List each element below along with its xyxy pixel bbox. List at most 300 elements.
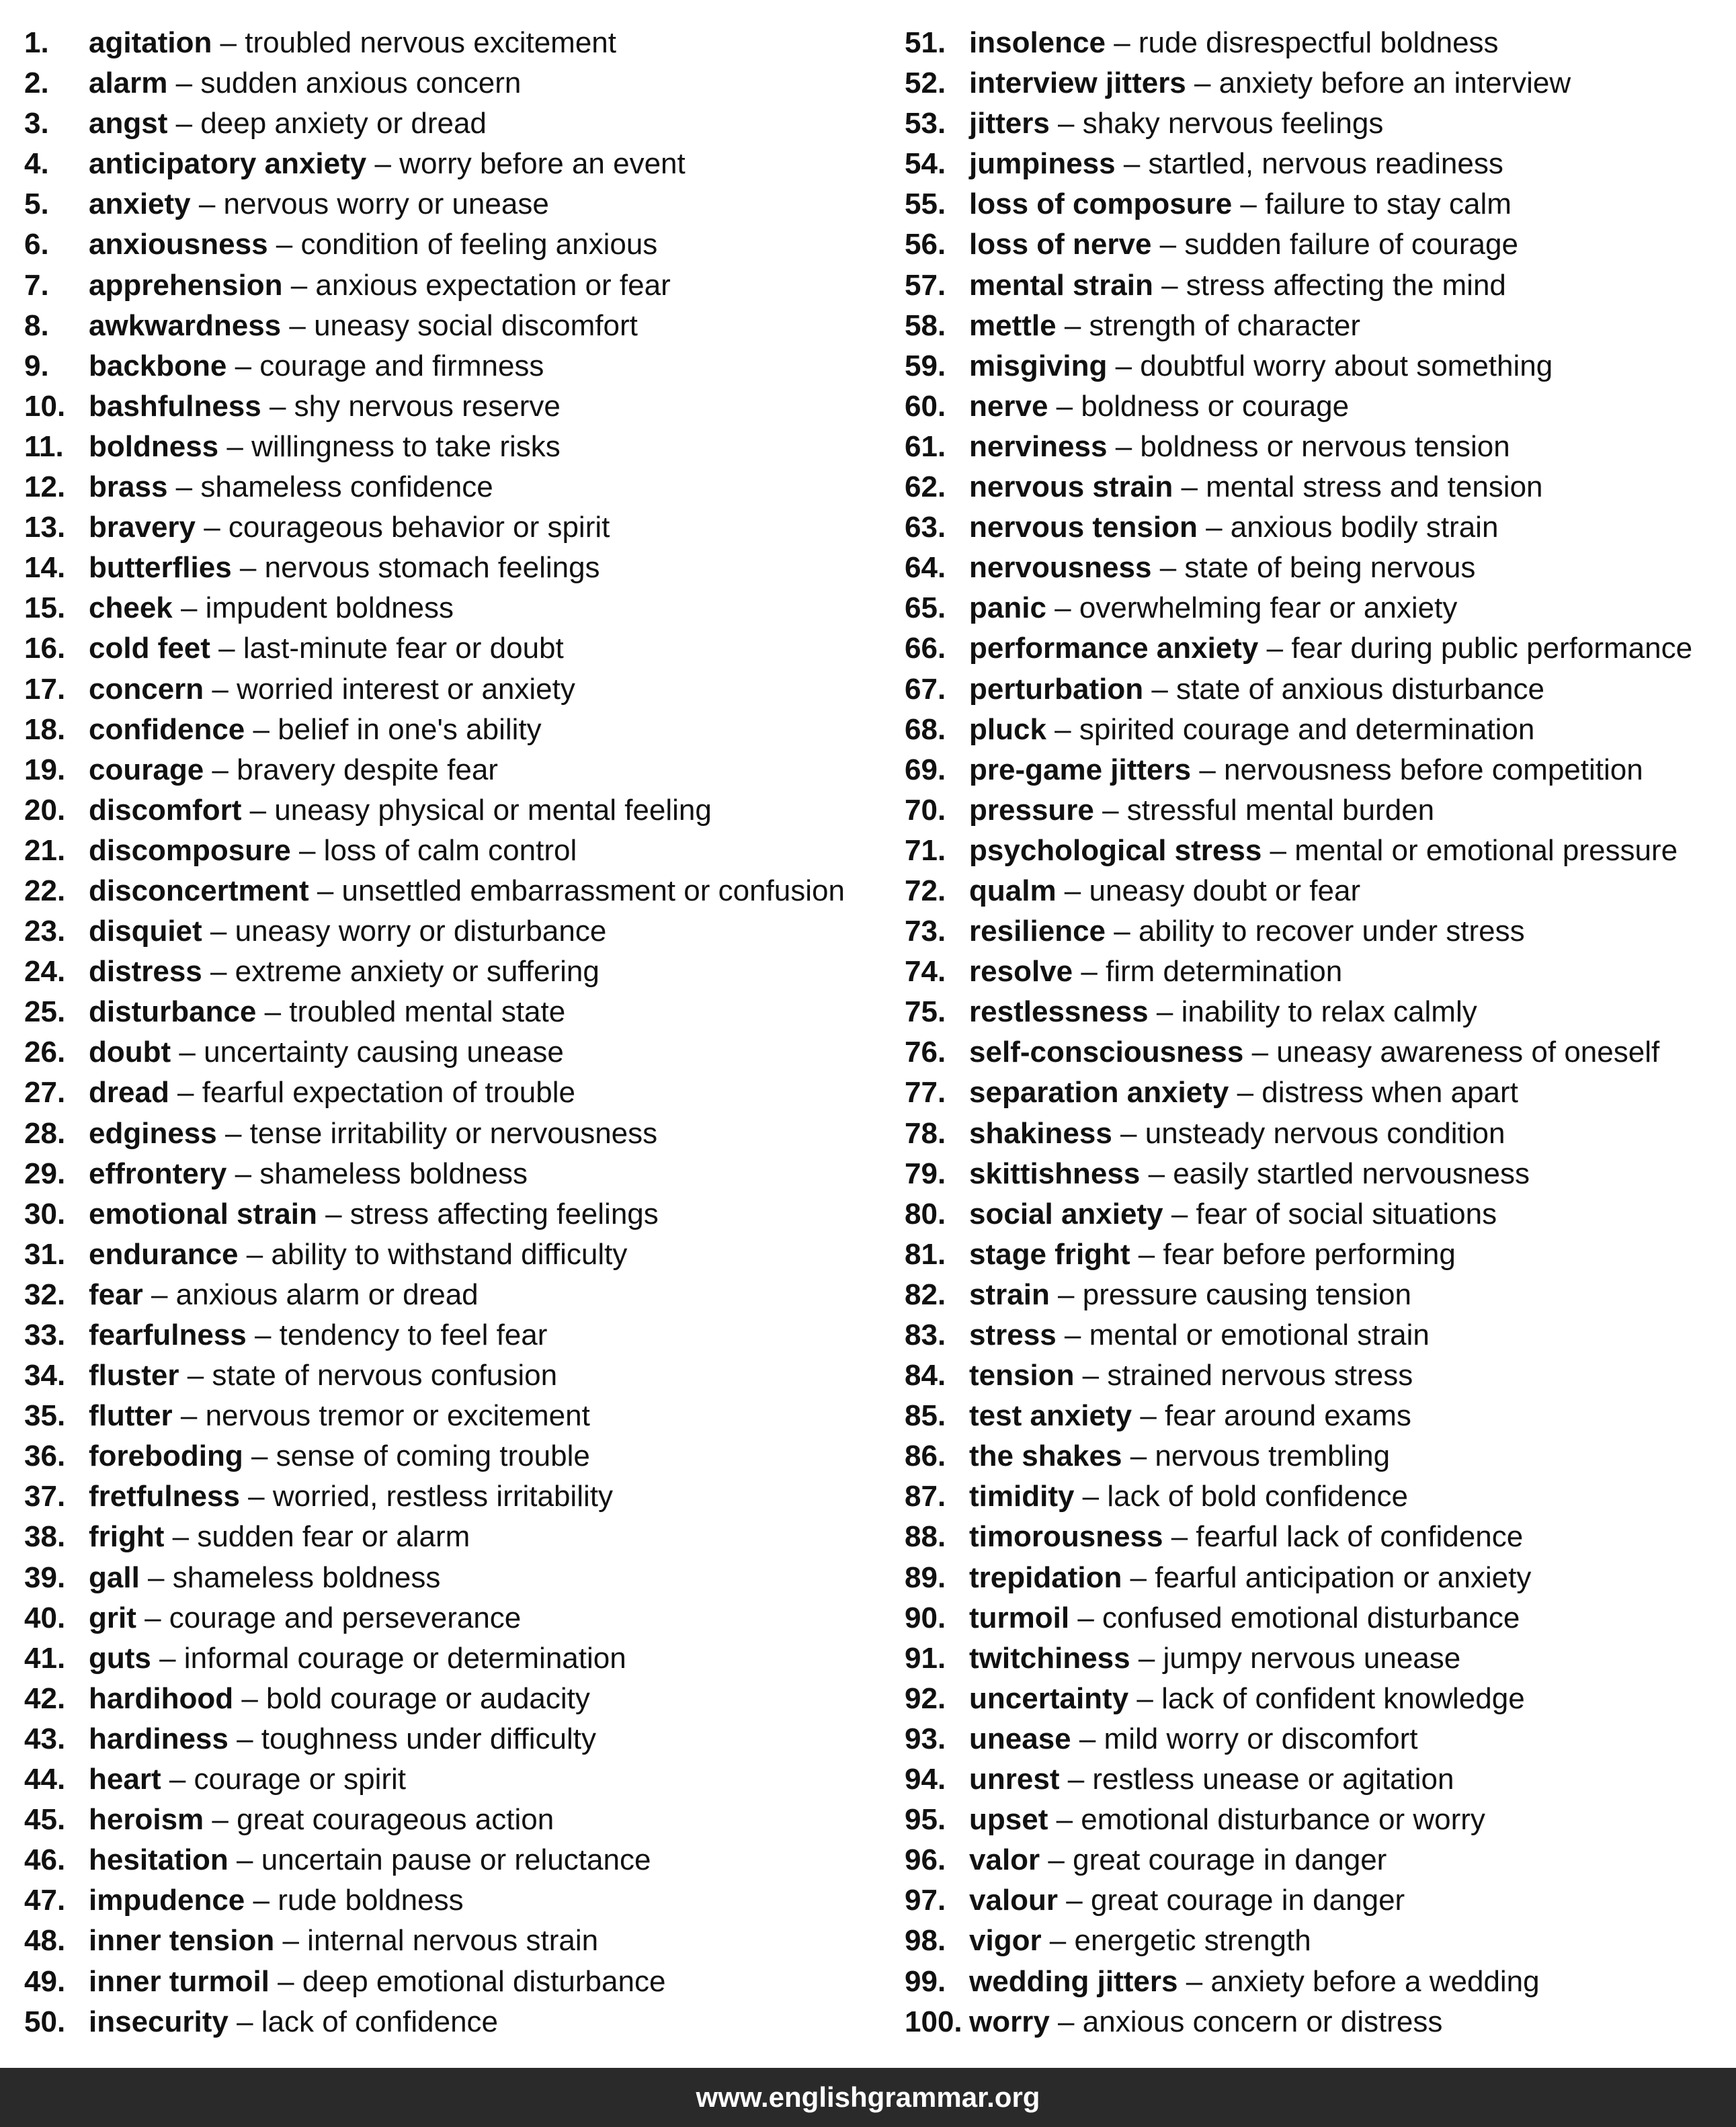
item-number: 61. <box>905 429 946 463</box>
list-item <box>905 1197 1692 1237</box>
item-definition: – shameless confidence <box>167 470 493 504</box>
item-number: 17. <box>24 672 66 706</box>
list-item <box>24 874 845 914</box>
item-number: 26. <box>24 1036 66 1069</box>
list-item <box>905 833 1692 874</box>
item-word: hardihood <box>89 1681 234 1715</box>
list-item <box>24 1843 845 1883</box>
item-definition: – mental stress and tension <box>1173 470 1543 504</box>
item-definition: – informal courage or determination <box>151 1641 626 1675</box>
item-number: 89. <box>905 1560 946 1594</box>
item-definition: – great courage in danger <box>1040 1843 1387 1877</box>
item-definition: – tendency to feel fear <box>246 1319 548 1351</box>
item-number: 99. <box>905 1964 946 1998</box>
item-definition: – uneasy social discomfort <box>281 308 638 342</box>
item-number: 69. <box>905 753 946 786</box>
item-word: cold feet <box>89 632 210 665</box>
item-number: 50. <box>24 2005 66 2038</box>
item-definition: – spirited courage and determination <box>1046 712 1535 746</box>
item-number: 59. <box>905 349 946 382</box>
item-definition: – startled, nervous readiness <box>1115 147 1503 181</box>
item-number: 40. <box>24 1601 66 1634</box>
item-word: worry <box>969 2005 1050 2038</box>
item-number: 36. <box>24 1440 66 1473</box>
item-definition: – fear of social situations <box>1163 1197 1497 1231</box>
item-word: stage fright <box>969 1237 1130 1271</box>
item-word: apprehension <box>89 268 283 302</box>
list-item <box>24 995 845 1035</box>
item-word: timidity <box>969 1480 1075 1513</box>
item-number: 46. <box>24 1843 66 1877</box>
list-item <box>905 954 1692 995</box>
item-definition: – condition of feeling anxious <box>267 228 658 261</box>
item-definition: – anxious alarm or dread <box>142 1278 479 1311</box>
item-definition: – troubled nervous excitement <box>212 26 616 59</box>
list-item <box>905 308 1692 349</box>
item-definition: – nervousness before competition <box>1191 753 1643 786</box>
item-number: 29. <box>24 1157 66 1190</box>
item-word: pre-game jitters <box>969 753 1192 786</box>
item-word: jumpiness <box>969 147 1116 181</box>
item-word: hardiness <box>89 1722 229 1755</box>
item-definition: – sudden fear or alarm <box>164 1520 470 1554</box>
item-word: fearfulness <box>89 1319 247 1351</box>
item-word: loss of composure <box>969 187 1233 221</box>
item-number: 66. <box>905 632 946 665</box>
item-word: unrest <box>969 1763 1060 1796</box>
word-list-left-column <box>24 26 845 2045</box>
item-word: fright <box>89 1520 165 1554</box>
item-number: 91. <box>905 1641 946 1675</box>
item-definition: – extreme anxiety or suffering <box>202 955 600 989</box>
item-number: 48. <box>24 1924 66 1958</box>
item-number: 74. <box>905 955 946 989</box>
item-number: 27. <box>24 1076 66 1110</box>
item-number: 43. <box>24 1722 66 1755</box>
list-item <box>24 753 845 793</box>
list-item <box>24 1157 845 1197</box>
item-word: dread <box>89 1076 169 1110</box>
item-word: valor <box>969 1843 1040 1877</box>
list-item <box>24 1560 845 1601</box>
item-definition: – shameless boldness <box>226 1157 528 1190</box>
list-item <box>24 591 845 631</box>
item-word: strain <box>969 1278 1050 1311</box>
list-item <box>905 1762 1692 1802</box>
item-definition: – last-minute fear or doubt <box>210 632 564 665</box>
list-item <box>905 26 1692 66</box>
item-word: insolence <box>969 26 1106 59</box>
item-word: emotional strain <box>89 1197 317 1231</box>
item-word: doubt <box>89 1036 171 1069</box>
list-item <box>905 1318 1692 1358</box>
item-word: alarm <box>89 67 168 100</box>
item-number: 16. <box>24 632 66 665</box>
item-word: brass <box>89 470 168 504</box>
item-definition: – fearful lack of confidence <box>1163 1520 1524 1554</box>
item-definition: – nervous tremor or excitement <box>172 1399 590 1433</box>
list-item <box>905 1399 1692 1439</box>
item-word: mental strain <box>969 268 1153 302</box>
list-item <box>905 147 1692 187</box>
item-definition: – rude boldness <box>245 1884 464 1917</box>
item-word: anticipatory anxiety <box>89 147 367 181</box>
item-definition: – strength of character <box>1056 308 1361 342</box>
item-definition: – courage and perseverance <box>136 1601 522 1634</box>
item-definition: – uneasy awareness of oneself <box>1243 1036 1660 1069</box>
list-item <box>905 591 1692 631</box>
item-word: pluck <box>969 712 1046 746</box>
item-number: 15. <box>24 591 66 625</box>
item-word: heroism <box>89 1803 204 1837</box>
item-definition: – fearful expectation of trouble <box>169 1076 575 1110</box>
item-word: distress <box>89 955 202 989</box>
item-word: endurance <box>89 1237 239 1271</box>
list-item <box>24 793 845 833</box>
list-item <box>905 753 1692 793</box>
item-definition: – failure to stay calm <box>1232 187 1512 221</box>
item-number: 68. <box>905 712 946 746</box>
item-word: guts <box>89 1641 151 1675</box>
item-definition: – deep anxiety or dread <box>167 107 487 140</box>
item-definition: – inability to relax calmly <box>1148 995 1477 1029</box>
list-item <box>24 1318 845 1358</box>
item-number: 81. <box>905 1237 946 1271</box>
item-definition: – anxiety before an interview <box>1186 67 1571 100</box>
list-item <box>905 712 1692 753</box>
item-definition: – unsettled embarrassment or confusion <box>308 874 845 907</box>
list-item <box>24 1439 845 1479</box>
item-definition: – nervous stomach feelings <box>231 551 600 585</box>
list-item <box>24 1519 845 1560</box>
item-word: misgiving <box>969 349 1108 382</box>
item-word: mettle <box>969 308 1057 342</box>
item-definition: – uneasy physical or mental feeling <box>241 793 712 827</box>
item-word: grit <box>89 1601 136 1634</box>
list-item <box>905 1722 1692 1762</box>
list-item <box>905 631 1692 671</box>
item-definition: – distress when apart <box>1229 1076 1518 1110</box>
item-word: inner tension <box>89 1924 275 1958</box>
item-word: uncertainty <box>969 1681 1129 1715</box>
item-definition: – sudden failure of courage <box>1151 228 1518 261</box>
item-definition: – uneasy worry or disturbance <box>202 915 607 948</box>
list-item <box>24 954 845 995</box>
item-number: 54. <box>905 147 946 181</box>
item-number: 30. <box>24 1197 66 1231</box>
list-item <box>905 1278 1692 1318</box>
list-item <box>24 914 845 954</box>
item-number: 57. <box>905 268 946 302</box>
item-word: nerve <box>969 389 1048 423</box>
item-number: 51. <box>905 26 946 59</box>
list-item <box>24 147 845 187</box>
list-item <box>905 1843 1692 1883</box>
item-number: 88. <box>905 1520 946 1554</box>
item-word: courage <box>89 753 204 786</box>
list-item <box>24 26 845 66</box>
list-item <box>24 672 845 712</box>
list-item <box>24 308 845 349</box>
item-definition: – great courageous action <box>204 1803 554 1837</box>
item-word: angst <box>89 107 168 140</box>
item-word: resilience <box>969 915 1106 948</box>
item-definition: – stress affecting feelings <box>317 1197 659 1231</box>
item-word: disquiet <box>89 915 202 948</box>
list-item <box>905 1439 1692 1479</box>
item-number: 28. <box>24 1116 66 1150</box>
item-definition: – courageous behavior or spirit <box>196 511 610 544</box>
item-word: nervous strain <box>969 470 1173 504</box>
item-definition: – ability to withstand difficulty <box>238 1237 628 1271</box>
item-number: 87. <box>905 1480 946 1513</box>
list-item <box>905 1035 1692 1075</box>
item-definition: – mild worry or discomfort <box>1071 1722 1418 1755</box>
list-item <box>24 1802 845 1843</box>
item-definition: – courage or spirit <box>161 1763 406 1796</box>
item-word: fear <box>89 1278 143 1311</box>
item-definition: – shameless boldness <box>139 1560 441 1594</box>
item-word: jitters <box>969 107 1050 140</box>
item-number: 2. <box>24 67 49 100</box>
item-word: fluster <box>89 1359 179 1392</box>
list-item <box>24 833 845 874</box>
item-number: 67. <box>905 672 946 706</box>
item-number: 19. <box>24 753 66 786</box>
item-word: concern <box>89 672 204 706</box>
item-word: upset <box>969 1803 1048 1837</box>
item-number: 4. <box>24 147 49 181</box>
list-item <box>24 227 845 267</box>
item-word: stress <box>969 1319 1057 1351</box>
item-definition: – rude disrespectful boldness <box>1105 26 1499 59</box>
list-item <box>24 1116 845 1157</box>
list-item <box>905 349 1692 389</box>
item-number: 8. <box>24 308 49 342</box>
item-definition: – state of being nervous <box>1151 551 1476 585</box>
item-number: 53. <box>905 107 946 140</box>
item-number: 38. <box>24 1520 66 1554</box>
item-number: 49. <box>24 1964 66 1998</box>
item-word: edginess <box>89 1116 217 1150</box>
list-item <box>24 106 845 147</box>
list-item <box>24 1722 845 1762</box>
item-definition: – toughness under difficulty <box>228 1722 596 1755</box>
item-number: 12. <box>24 470 66 504</box>
item-number: 76. <box>905 1036 946 1069</box>
item-word: confidence <box>89 712 245 746</box>
item-number: 77. <box>905 1076 946 1110</box>
item-word: anxiety <box>89 187 191 221</box>
list-item <box>905 1358 1692 1399</box>
item-word: disturbance <box>89 995 257 1029</box>
item-number: 6. <box>24 228 49 261</box>
list-item <box>905 793 1692 833</box>
item-number: 78. <box>905 1116 946 1150</box>
item-number: 72. <box>905 874 946 907</box>
item-word: heart <box>89 1763 161 1796</box>
list-item <box>24 1075 845 1116</box>
list-item <box>905 470 1692 510</box>
list-item <box>24 510 845 550</box>
item-word: butterflies <box>89 551 232 585</box>
item-definition: – mental or emotional strain <box>1056 1319 1430 1351</box>
list-item <box>905 672 1692 712</box>
item-definition: – deep emotional disturbance <box>269 1964 666 1998</box>
list-item <box>24 470 845 510</box>
list-item <box>24 1641 845 1681</box>
item-definition: – strained nervous stress <box>1074 1359 1413 1392</box>
website-url: www.englishgrammar.org <box>696 2081 1040 2113</box>
item-number: 32. <box>24 1278 66 1311</box>
item-definition: – anxious expectation or fear <box>282 268 671 302</box>
item-number: 24. <box>24 955 66 989</box>
item-number: 62. <box>905 470 946 504</box>
item-word: unease <box>969 1722 1071 1755</box>
item-definition: – energetic strength <box>1041 1924 1311 1958</box>
item-number: 31. <box>24 1237 66 1271</box>
item-word: skittishness <box>969 1157 1141 1190</box>
list-item <box>24 268 845 308</box>
item-number: 82. <box>905 1278 946 1311</box>
item-word: flutter <box>89 1399 173 1433</box>
item-number: 23. <box>24 915 66 948</box>
item-number: 21. <box>24 833 66 867</box>
item-definition: – loss of calm control <box>290 833 577 867</box>
item-definition: – boldness or nervous tension <box>1107 429 1510 463</box>
item-number: 92. <box>905 1681 946 1715</box>
list-item <box>905 995 1692 1035</box>
item-number: 22. <box>24 874 66 907</box>
list-item <box>24 1358 845 1399</box>
item-number: 63. <box>905 511 946 544</box>
list-item <box>905 66 1692 106</box>
item-number: 85. <box>905 1399 946 1433</box>
item-number: 83. <box>905 1319 946 1351</box>
list-item <box>24 1601 845 1641</box>
item-definition: – uneasy doubt or fear <box>1056 874 1361 907</box>
item-word: effrontery <box>89 1157 227 1190</box>
item-definition: – fear around exams <box>1132 1399 1411 1433</box>
list-item <box>905 1883 1692 1923</box>
item-word: psychological stress <box>969 833 1262 867</box>
item-definition: – tense irritability or nervousness <box>216 1116 658 1150</box>
list-item <box>905 1641 1692 1681</box>
item-definition: – worry before an event <box>366 147 686 181</box>
item-word: resolve <box>969 955 1073 989</box>
item-number: 98. <box>905 1924 946 1958</box>
item-word: inner turmoil <box>89 1964 270 1998</box>
item-definition: – worried, restless irritability <box>239 1480 613 1513</box>
item-definition: – unsteady nervous condition <box>1112 1116 1505 1150</box>
item-number: 41. <box>24 1641 66 1675</box>
item-word: insecurity <box>89 2005 229 2038</box>
item-definition: – nervous worry or unease <box>190 187 549 221</box>
item-number: 34. <box>24 1359 66 1392</box>
item-word: performance anxiety <box>969 632 1259 665</box>
item-number: 97. <box>905 1884 946 1917</box>
item-number: 35. <box>24 1399 66 1433</box>
item-number: 79. <box>905 1157 946 1190</box>
item-definition: – firm determination <box>1073 955 1343 989</box>
list-item <box>24 429 845 470</box>
item-definition: – overwhelming fear or anxiety <box>1046 591 1458 625</box>
list-item <box>24 389 845 429</box>
item-word: backbone <box>89 349 227 382</box>
item-number: 13. <box>24 511 66 544</box>
item-definition: – emotional disturbance or worry <box>1048 1803 1485 1837</box>
item-number: 100. <box>905 2005 962 2038</box>
item-definition: – willingness to take risks <box>218 429 561 463</box>
list-item <box>905 1560 1692 1601</box>
item-definition: – courage and firmness <box>226 349 544 382</box>
item-number: 75. <box>905 995 946 1029</box>
item-word: disconcertment <box>89 874 309 907</box>
item-word: tension <box>969 1359 1075 1392</box>
list-item <box>24 66 845 106</box>
item-definition: – fear before performing <box>1130 1237 1456 1271</box>
item-definition: – mental or emotional pressure <box>1262 833 1678 867</box>
list-item <box>905 550 1692 591</box>
item-definition: – troubled mental state <box>256 995 566 1029</box>
list-item <box>905 2005 1692 2045</box>
item-number: 58. <box>905 308 946 342</box>
item-word: loss of nerve <box>969 228 1152 261</box>
list-item <box>905 1802 1692 1843</box>
item-word: nervous tension <box>969 511 1198 544</box>
item-number: 10. <box>24 389 66 423</box>
item-word: foreboding <box>89 1440 243 1473</box>
list-item <box>24 1883 845 1923</box>
item-number: 25. <box>24 995 66 1029</box>
item-number: 14. <box>24 551 66 585</box>
item-definition: – lack of confident knowledge <box>1128 1681 1525 1715</box>
item-word: gall <box>89 1560 140 1594</box>
item-word: timorousness <box>969 1520 1163 1554</box>
item-number: 18. <box>24 712 66 746</box>
item-word: nervousness <box>969 551 1152 585</box>
item-word: trepidation <box>969 1560 1122 1594</box>
item-word: boldness <box>89 429 219 463</box>
item-number: 64. <box>905 551 946 585</box>
item-word: bravery <box>89 511 196 544</box>
list-item <box>905 510 1692 550</box>
list-item <box>24 1479 845 1519</box>
list-item <box>905 874 1692 914</box>
item-word: valour <box>969 1884 1059 1917</box>
list-item <box>24 1197 845 1237</box>
item-number: 20. <box>24 793 66 827</box>
list-item <box>905 914 1692 954</box>
item-number: 65. <box>905 591 946 625</box>
item-number: 73. <box>905 915 946 948</box>
item-number: 9. <box>24 349 49 382</box>
item-number: 44. <box>24 1763 66 1796</box>
list-item <box>905 429 1692 470</box>
list-item <box>905 1681 1692 1722</box>
item-number: 80. <box>905 1197 946 1231</box>
item-definition: – uncertain pause or reluctance <box>228 1843 651 1877</box>
list-item <box>905 389 1692 429</box>
list-item <box>24 631 845 671</box>
list-item <box>905 1116 1692 1157</box>
item-definition: – bravery despite fear <box>204 753 498 786</box>
item-word: qualm <box>969 874 1057 907</box>
item-number: 71. <box>905 833 946 867</box>
item-definition: – state of anxious disturbance <box>1143 672 1544 706</box>
list-item <box>905 1075 1692 1116</box>
item-definition: – impudent boldness <box>172 591 454 625</box>
